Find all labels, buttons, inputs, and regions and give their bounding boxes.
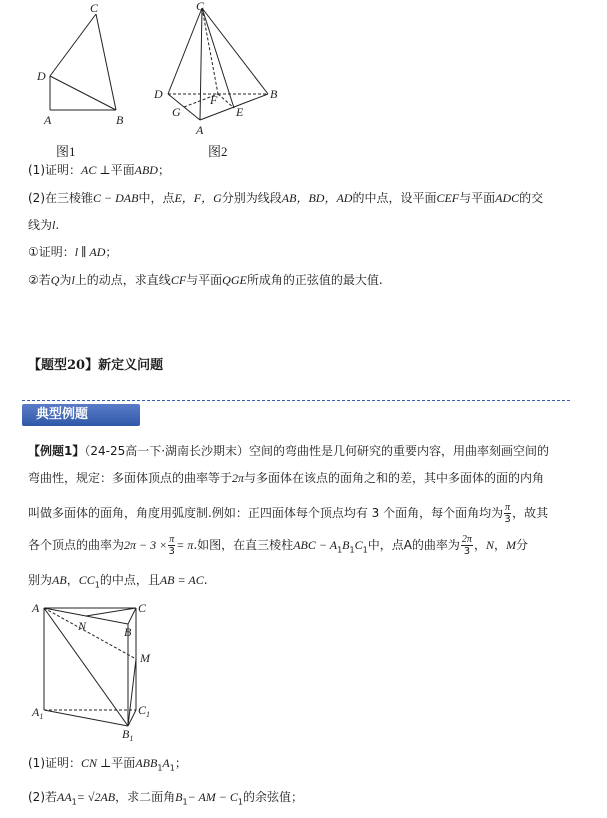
- example-line-5: 别为AB，$CC_1$的中点，且AB = AC.: [28, 573, 208, 590]
- fig1-label-b: B: [116, 113, 124, 127]
- fig1-label-a: A: [44, 113, 52, 127]
- fig1-label-d: D: [37, 69, 46, 83]
- fig2-label-d: D: [154, 87, 163, 101]
- fig2-caption: 图2: [208, 144, 228, 159]
- question-2-line-1: (2)在三棱锥C − DAB中，点E，F，G分别为线段AB，BD，AD的中点，设平面CEF与平面ADC的交: [28, 191, 544, 205]
- fig3-label-c: C: [138, 601, 147, 615]
- question-1: (1)证明：AC ⊥平面ABD；: [28, 163, 170, 177]
- example-badge: 典型例题: [22, 404, 140, 426]
- question-2-line-2: 线为l.: [28, 218, 60, 232]
- fig3-label-a1: $A_1$: [32, 705, 44, 721]
- example-line-3: 叫做多面体的面角，角度用弧度制.例如：正四面体每个顶点均有 3 个面角，每个面角均为 $\frac{\pi}{3}$ ，故其: [28, 502, 549, 525]
- figure-1: [28, 0, 138, 130]
- fig3-label-b: B: [124, 625, 132, 639]
- fig3-label-m: M: [140, 651, 150, 665]
- figure-3-prism: [28, 598, 168, 743]
- example-question-1: (1)证明：CN ⊥平面$ABB_1A_1$；: [28, 756, 187, 773]
- fig3-label-a: A: [32, 601, 40, 615]
- fig3-label-b1: $B_1$: [122, 727, 134, 743]
- sub-question-2: ②若Q为l上的动点，求直线CF与平面QGE所成角的正弦值的最大值.: [28, 273, 383, 287]
- section-divider: [22, 400, 570, 401]
- fig2-label-g: G: [172, 105, 181, 119]
- fig1-label-c: C: [90, 1, 99, 15]
- example-line-2: 弯曲性，规定：多面体顶点的曲率等于2π与多面体在该点的面角之和的差，其中多面体的面的内角: [28, 471, 545, 485]
- fig2-label-c: C: [196, 0, 205, 13]
- fraction-pi-over-3: $\frac{\pi}{3}$: [504, 502, 511, 525]
- fig2-label-a: A: [196, 123, 204, 137]
- example-line-1: 【例题1】（24-25高一下·湖南长沙期末）空间的弯曲性是几何研究的重要内容，用曲率刻画空间的: [28, 444, 550, 458]
- example-question-2: (2)若$AA_1= √2AB$，求二面角$B_1-$ AM − $C_1$的余弦值；: [28, 790, 303, 807]
- fig1-caption: 图1: [56, 144, 76, 159]
- fraction-2pi-over-3: $\frac{2\pi}{3}$: [461, 534, 472, 557]
- sub-question-1: ①证明：l ∥ AD；: [28, 245, 118, 259]
- fig2-label-f: F: [210, 93, 218, 107]
- section-title: 【题型20】新定义问题: [28, 358, 164, 373]
- fig3-label-c1: $C_1$: [138, 703, 151, 719]
- fig2-label-b: B: [270, 87, 278, 101]
- fig3-label-n: N: [78, 619, 87, 633]
- example-line-4: 各个顶点的曲率为2π − 3 × $\frac{\pi}{3}$ = π.如图，在直三棱柱ABC − $A_1B_1C_1$中，点A的曲率为 $\frac{2\pi}{3}$ ，N，M分: [28, 534, 528, 557]
- figure-2: [150, 0, 290, 140]
- fig2-label-e: E: [236, 105, 244, 119]
